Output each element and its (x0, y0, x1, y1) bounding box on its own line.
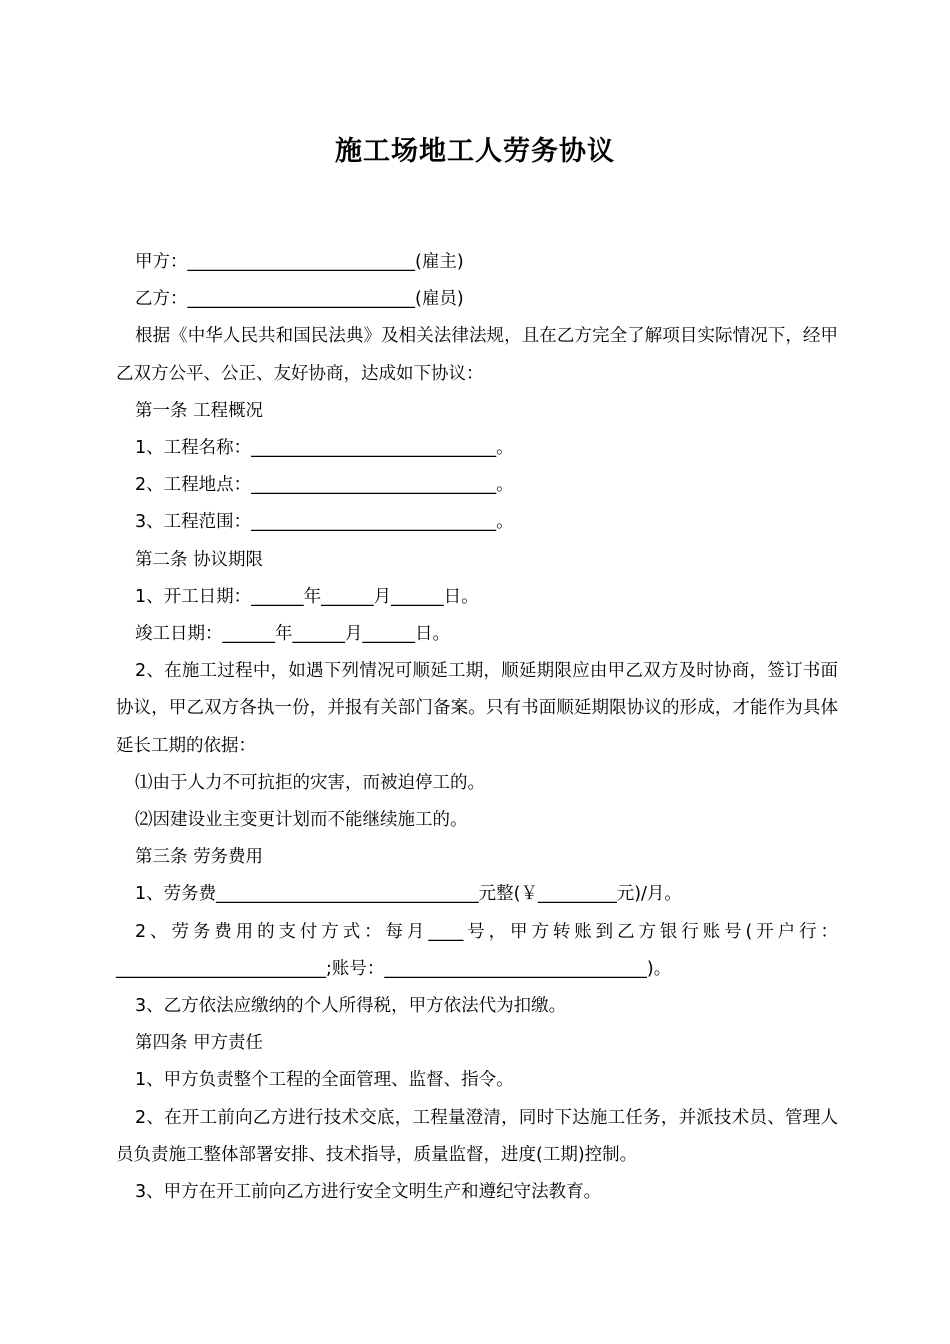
party-a-duty-1: 1、甲方负责整个工程的全面管理、监督、指令。 (135, 1070, 514, 1091)
article-3-heading: 第三条 劳务费用 (135, 847, 264, 868)
party-a-duty-2: 2、在开工前向乙方进行技术交底，工程量澄清，同时下达施工任务，并派技术员、管理人员负责施工整体部署安排、技术指导，质量监督，进度(工期)控制。 (116, 1107, 838, 1165)
project-scope-line: 3、工程范围：____________________________。 (135, 512, 514, 533)
article-2-heading: 第二条 协议期限 (135, 549, 264, 570)
article-4-heading: 第四条 甲方责任 (135, 1033, 264, 1054)
document-body (116, 244, 838, 1211)
document-title: 施工场地工人劳务协议 (335, 136, 615, 167)
start-date-line: 1、开工日期：______年______月______日。 (135, 586, 479, 607)
extension-reason-2: ⑵因建设业主变更计划而不能继续施工的。 (135, 810, 468, 831)
party-a-line: 甲方：__________________________(雇主) (135, 252, 464, 272)
tax-line: 3、乙方依法应缴纳的个人所得税，甲方依法代为扣缴。 (135, 996, 567, 1017)
payment-method-paragraph: 2、劳务费用的支付方式：每月____号，甲方转账到乙方银行账号(开户行：________________________;账号：______________________________)。 (116, 921, 838, 979)
extension-reason-1: ⑴由于人力不可抗拒的灾害，而被迫停工的。 (135, 772, 485, 793)
article-1-heading: 第一条 工程概况 (135, 400, 264, 421)
party-b-line: 乙方：__________________________(雇员) (135, 289, 464, 310)
project-name-line: 1、工程名称：____________________________。 (135, 438, 514, 459)
project-location-line: 2、工程地点：____________________________。 (135, 475, 514, 496)
preamble-paragraph: 根据《中华人民共和国民法典》及相关法律法规，且在乙方完全了解项目实际情况下，经甲乙双方公平、公正、友好协商，达成如下协议： (116, 326, 838, 384)
labor-fee-line: 1、劳务费______________________________元整(￥_________元)/月。 (135, 884, 682, 905)
party-a-duty-3: 3、甲方在开工前向乙方进行安全文明生产和遵纪守法教育。 (135, 1182, 602, 1203)
completion-date-line: 竣工日期：______年______月______日。 (135, 624, 450, 645)
extension-paragraph: 2、在施工过程中，如遇下列情况可顺延工期，顺延期限应由甲乙双方及时协商，签订书面协议，甲乙双方各执一份，并报有关部门备案。只有书面顺延期限协议的形成，才能作为具体延长工期的依据： (116, 661, 838, 756)
